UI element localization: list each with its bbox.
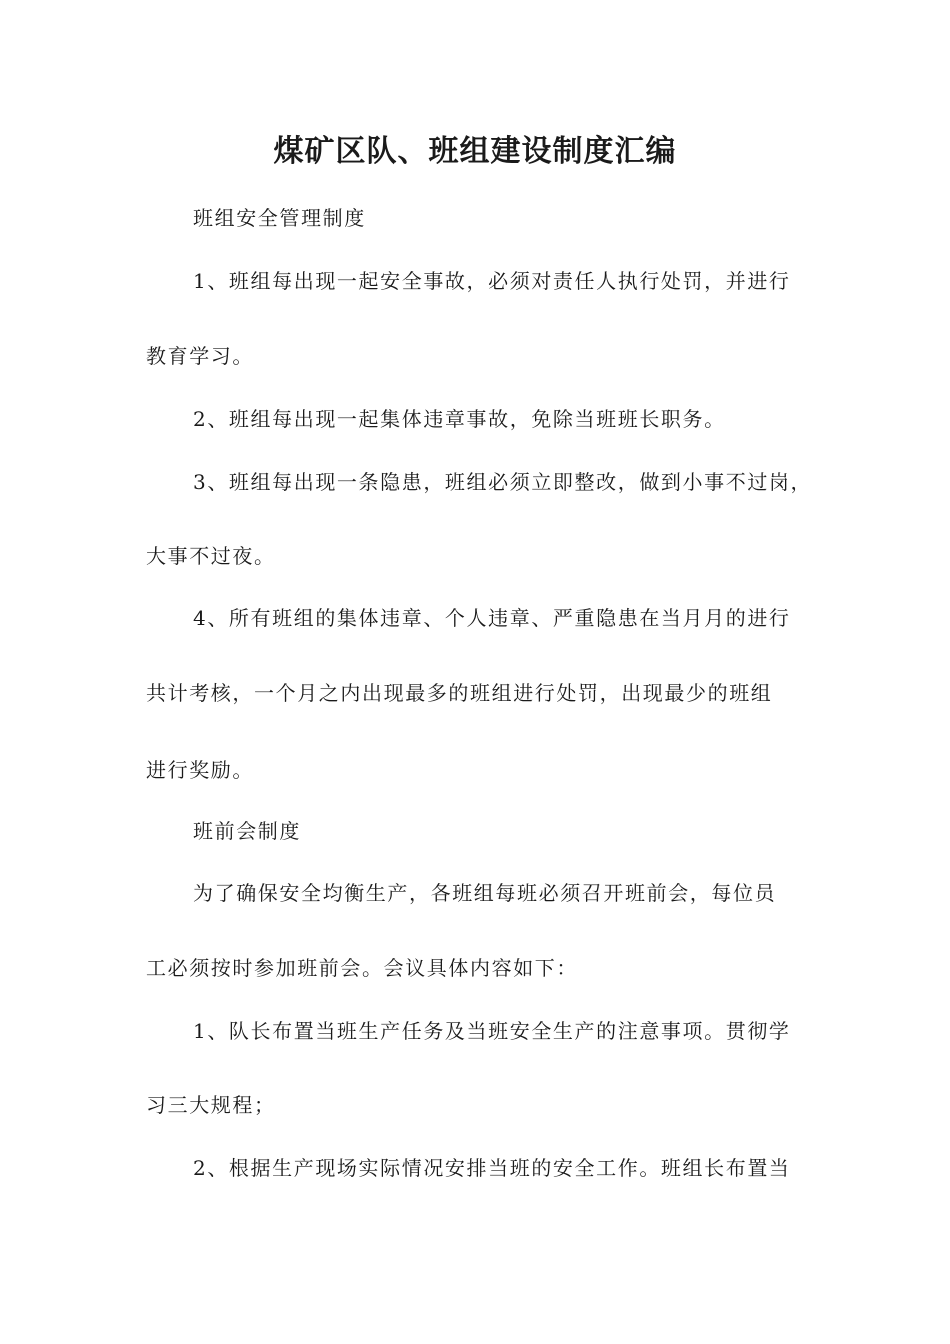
paragraph-line: 习三大规程； (146, 1093, 276, 1117)
paragraph-line: 大事不过夜。 (146, 544, 276, 568)
paragraph-line: 1、队长布置当班生产任务及当班安全生产的注意事项。贯彻学 (193, 1019, 791, 1043)
paragraph-line: 4、所有班组的集体违章、个人违章、严重隐患在当月月的进行 (193, 606, 791, 630)
paragraph-line: 2、班组每出现一起集体违章事故，免除当班班长职务。 (193, 407, 726, 431)
paragraph-line: 为了确保安全均衡生产，各班组每班必须召开班前会，每位员 (193, 881, 777, 905)
paragraph-line: 1、班组每出现一起安全事故，必须对责任人执行处罚，并进行 (193, 269, 791, 293)
section-heading-pre-shift-meeting: 班前会制度 (193, 819, 301, 843)
section-heading-safety-management: 班组安全管理制度 (193, 206, 366, 230)
paragraph-line: 2、根据生产现场实际情况安排当班的安全工作。班组长布置当 (193, 1156, 791, 1180)
paragraph-line: 工必须按时参加班前会。会议具体内容如下： (146, 956, 578, 980)
paragraph-line: 进行奖励。 (146, 758, 254, 782)
paragraph-line: 共计考核，一个月之内出现最多的班组进行处罚，出现最少的班组 (146, 681, 773, 705)
paragraph-line: 教育学习。 (146, 344, 254, 368)
paragraph-line: 3、班组每出现一条隐患，班组必须立即整改，做到小事不过岗， (193, 470, 813, 494)
document-title: 煤矿区队、班组建设制度汇编 (273, 134, 677, 169)
